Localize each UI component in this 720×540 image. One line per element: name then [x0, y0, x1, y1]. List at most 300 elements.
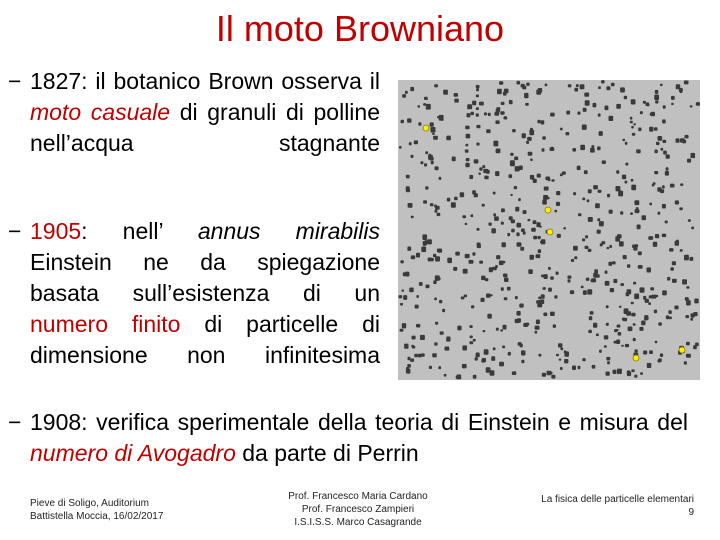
particle	[616, 186, 621, 191]
particle	[410, 359, 414, 362]
particle	[501, 222, 504, 225]
particle	[400, 329, 404, 332]
particle	[682, 279, 687, 284]
particle	[414, 140, 418, 144]
particle	[470, 112, 474, 115]
particle	[680, 138, 685, 142]
particle	[640, 372, 643, 375]
particle	[587, 289, 592, 294]
particle	[654, 171, 658, 174]
particle	[694, 299, 698, 304]
particle	[548, 288, 552, 292]
highlight-numero-avogadro: numero di Avogadro	[30, 440, 236, 466]
text-segment: di granuli di polline nell’acqua stagnante	[30, 99, 380, 156]
particle	[625, 181, 628, 184]
text-segment: 1827: il botanico Brown osserva il	[30, 68, 380, 94]
footer-course	[520, 493, 694, 519]
particle	[684, 255, 689, 261]
particle	[631, 185, 636, 191]
particle	[467, 104, 472, 109]
particle	[476, 107, 479, 110]
particle	[585, 246, 589, 249]
particle	[588, 330, 592, 333]
particle	[564, 359, 568, 363]
particle	[538, 88, 543, 93]
particle	[679, 207, 683, 210]
particle	[671, 103, 674, 105]
particle	[611, 83, 615, 87]
particle	[636, 207, 639, 210]
particle	[494, 216, 499, 221]
particle	[624, 308, 629, 314]
particle	[547, 371, 552, 376]
particle	[465, 163, 469, 168]
particle	[631, 126, 634, 129]
particle	[597, 274, 600, 277]
particle	[684, 81, 689, 85]
particle	[631, 313, 635, 317]
particle	[488, 113, 491, 116]
particle	[502, 242, 506, 247]
particle	[653, 242, 657, 247]
particle	[564, 350, 567, 353]
particle	[403, 295, 407, 300]
particle	[690, 257, 694, 261]
particle	[476, 143, 479, 146]
particle	[672, 279, 677, 283]
particle	[674, 306, 678, 310]
particle	[621, 345, 624, 347]
particle	[563, 227, 566, 229]
tracer-particle	[633, 355, 639, 361]
particle	[501, 102, 505, 105]
particle	[616, 170, 619, 174]
particle	[648, 236, 653, 240]
particle	[484, 112, 487, 115]
particle	[556, 202, 560, 206]
particle	[426, 104, 431, 110]
particle	[418, 105, 421, 108]
particle	[582, 238, 585, 241]
particle	[472, 190, 476, 194]
particle	[412, 346, 416, 349]
particle	[582, 125, 587, 130]
particle	[656, 142, 660, 145]
particle	[462, 345, 467, 350]
particle	[430, 122, 434, 126]
particle	[497, 89, 502, 95]
particle	[444, 374, 447, 377]
particle	[471, 214, 474, 217]
particle	[623, 255, 627, 259]
particle	[486, 129, 490, 133]
particle	[637, 225, 641, 230]
particle	[476, 113, 479, 116]
particle	[634, 375, 637, 378]
particle	[435, 166, 439, 170]
particle	[411, 255, 416, 259]
particle	[519, 304, 523, 308]
particle	[625, 344, 629, 347]
particle	[477, 243, 481, 247]
particle	[479, 102, 484, 106]
particle	[617, 325, 621, 328]
particle	[548, 267, 551, 270]
particle	[456, 375, 461, 380]
particle	[507, 287, 511, 291]
particle	[405, 91, 408, 94]
particle	[551, 147, 554, 150]
particle	[453, 267, 457, 271]
particle	[655, 100, 658, 103]
particle	[593, 323, 597, 328]
particle	[420, 335, 425, 340]
text-segment: di particelle di dimensione non infinitesima	[30, 311, 380, 368]
particle	[426, 285, 430, 289]
particle	[576, 84, 579, 87]
particle	[435, 206, 439, 210]
particle	[559, 359, 562, 361]
particle	[550, 312, 555, 316]
particle	[432, 353, 437, 357]
particle	[556, 354, 559, 357]
particle	[616, 329, 619, 331]
particle	[638, 265, 643, 269]
particle	[613, 279, 617, 283]
particle	[660, 189, 664, 193]
particle	[533, 220, 537, 224]
particle	[666, 154, 670, 158]
particle	[653, 182, 656, 185]
particle	[489, 267, 493, 272]
particle	[647, 363, 652, 368]
particle	[543, 287, 546, 290]
particle	[542, 136, 546, 139]
particle	[655, 295, 658, 298]
particle	[669, 317, 672, 320]
particle	[493, 141, 498, 147]
particle	[535, 331, 538, 334]
particle	[460, 192, 464, 197]
particle	[553, 324, 556, 328]
particle	[465, 223, 468, 225]
particle	[409, 288, 414, 293]
particle	[665, 221, 668, 224]
particle	[491, 228, 496, 233]
particle	[432, 133, 435, 135]
particle	[415, 305, 419, 309]
particle	[409, 142, 412, 145]
particle	[511, 219, 515, 223]
particle	[484, 176, 488, 180]
particle	[488, 223, 491, 226]
particle	[619, 306, 622, 308]
particle	[680, 249, 683, 252]
particle	[487, 314, 491, 319]
particle	[536, 320, 540, 325]
particle	[493, 213, 496, 216]
particle	[638, 128, 641, 132]
particle	[424, 97, 428, 100]
particle	[463, 269, 468, 274]
particle	[635, 349, 638, 352]
particle	[504, 297, 508, 300]
particle	[542, 200, 547, 205]
highlight-annus-mirabilis: annus mirabilis	[197, 218, 381, 244]
particle	[439, 300, 442, 304]
particle	[435, 322, 438, 325]
particle	[615, 236, 620, 241]
particle	[631, 302, 634, 305]
particle	[598, 113, 601, 116]
particle	[601, 80, 605, 83]
particle	[517, 81, 521, 85]
footer-course-title: La fisica delle particelle elementari	[541, 494, 694, 505]
particle	[499, 81, 503, 85]
particle-field	[398, 80, 700, 380]
particle	[406, 175, 410, 179]
particle	[514, 157, 518, 161]
particle	[537, 120, 540, 124]
particle	[434, 84, 438, 87]
particle	[574, 256, 577, 259]
particle	[465, 254, 470, 258]
particle	[609, 210, 613, 214]
particle	[545, 84, 548, 87]
particle	[424, 163, 427, 166]
particle	[472, 252, 475, 256]
particle	[399, 295, 403, 298]
particle	[462, 215, 466, 218]
particle	[535, 326, 540, 330]
particle	[625, 163, 628, 166]
particle	[589, 316, 593, 320]
particle	[495, 120, 499, 124]
particle	[655, 150, 658, 154]
particle	[536, 300, 540, 304]
particle	[490, 294, 493, 296]
particle	[503, 274, 507, 278]
bullet-text	[8, 216, 380, 371]
particle	[401, 120, 404, 124]
particle	[647, 267, 652, 272]
particle	[654, 95, 659, 101]
particle	[484, 349, 489, 354]
particle	[515, 207, 519, 212]
particle	[687, 159, 691, 163]
particle	[501, 287, 504, 291]
particle	[525, 103, 529, 106]
particle	[606, 323, 609, 326]
particle	[482, 358, 486, 362]
particle	[691, 227, 694, 230]
particle	[638, 251, 642, 255]
text-segment: Einstein ne da spiegazione basata sull’esistenza di un	[30, 249, 380, 306]
particle	[510, 160, 515, 166]
particle	[528, 152, 533, 156]
particle	[596, 334, 599, 337]
particle	[630, 212, 633, 215]
particle	[577, 112, 580, 115]
bullet-text	[8, 407, 688, 469]
particle	[634, 244, 638, 247]
particle	[691, 313, 695, 318]
particle	[500, 111, 504, 115]
particle	[588, 249, 592, 252]
particle	[526, 141, 529, 144]
particle	[420, 161, 423, 164]
particle	[595, 203, 600, 208]
particle	[434, 342, 437, 345]
particle	[628, 327, 633, 332]
particle	[570, 290, 574, 294]
particle	[400, 303, 403, 306]
particle	[443, 90, 448, 95]
particle	[568, 279, 571, 282]
particle	[582, 198, 585, 201]
particle	[598, 86, 601, 89]
particle	[483, 330, 486, 332]
particle	[530, 255, 535, 260]
particle	[551, 179, 554, 182]
particle	[477, 228, 480, 231]
particle	[530, 159, 533, 162]
particle	[572, 366, 576, 371]
particle	[578, 213, 582, 216]
particle	[661, 148, 664, 151]
particle	[688, 219, 691, 222]
particle	[423, 103, 426, 106]
particle	[499, 362, 504, 367]
particle	[509, 174, 513, 178]
particle	[482, 204, 485, 207]
particle	[418, 122, 421, 126]
bullet-marker: −	[8, 218, 22, 244]
particle	[590, 148, 595, 153]
particle	[671, 96, 675, 100]
brownian-simulation-image	[398, 80, 700, 380]
particle	[476, 85, 480, 88]
particle	[548, 178, 551, 181]
particle	[471, 305, 474, 308]
particle	[588, 189, 592, 193]
particle	[630, 121, 633, 124]
particle	[486, 367, 491, 373]
particle	[416, 324, 420, 328]
particle	[473, 339, 476, 342]
particle	[541, 275, 544, 278]
particle	[650, 287, 654, 290]
particle	[550, 276, 554, 279]
particle	[425, 186, 428, 189]
tracer-particle	[679, 347, 685, 353]
particle	[637, 150, 640, 154]
particle	[605, 281, 610, 286]
particle	[667, 277, 670, 281]
particle	[593, 103, 597, 108]
text-segment: : nell’	[81, 218, 198, 244]
particle	[531, 228, 536, 232]
particle	[416, 253, 420, 258]
particle	[542, 373, 546, 377]
particle	[670, 267, 674, 270]
particle	[669, 248, 673, 252]
footer-author-1: Prof. Francesco Maria Cardano	[288, 491, 428, 502]
text-segment: da parte di Perrin	[235, 440, 419, 466]
particle	[517, 223, 522, 228]
particle	[648, 302, 651, 305]
particle	[630, 117, 633, 120]
particle	[472, 101, 476, 106]
particle	[633, 282, 636, 285]
particle	[643, 351, 647, 355]
particle	[475, 357, 478, 361]
page-number: 9	[688, 507, 694, 518]
particle	[685, 135, 689, 139]
particle	[604, 345, 607, 348]
particle	[527, 219, 530, 221]
particle	[421, 247, 426, 253]
particle	[508, 352, 511, 356]
particle	[479, 167, 482, 170]
particle	[521, 350, 526, 355]
particle	[493, 192, 496, 195]
particle	[557, 234, 561, 238]
particle	[597, 146, 601, 150]
particle	[650, 113, 653, 116]
particle	[399, 146, 402, 149]
particle	[633, 247, 637, 251]
particle	[519, 166, 523, 171]
particle	[526, 83, 530, 86]
particle	[604, 335, 609, 339]
tracer-particle	[423, 125, 429, 131]
particle	[640, 287, 645, 292]
particle	[510, 194, 513, 196]
bullet-1908	[8, 407, 688, 469]
particle	[503, 325, 507, 330]
particle	[469, 260, 474, 264]
particle	[528, 269, 533, 274]
particle	[560, 367, 563, 370]
particle	[641, 321, 645, 326]
particle	[662, 290, 667, 295]
particle	[438, 249, 443, 253]
particle	[623, 318, 628, 322]
particle	[473, 375, 477, 379]
particle	[583, 290, 587, 295]
particle	[465, 144, 468, 147]
particle	[502, 346, 505, 349]
particle	[466, 158, 470, 161]
particle	[554, 295, 557, 298]
particle	[606, 357, 610, 361]
particle	[544, 274, 548, 279]
particle	[446, 337, 450, 342]
particle	[536, 222, 540, 227]
particle	[404, 344, 408, 349]
highlight-year-1905: 1905	[30, 218, 82, 244]
particle	[496, 149, 501, 154]
particle	[522, 133, 526, 138]
particle	[429, 366, 432, 369]
particle	[560, 347, 563, 350]
particle	[685, 315, 689, 318]
particle	[676, 84, 681, 89]
particle	[613, 370, 617, 374]
particle	[533, 179, 537, 183]
particle	[649, 203, 652, 206]
